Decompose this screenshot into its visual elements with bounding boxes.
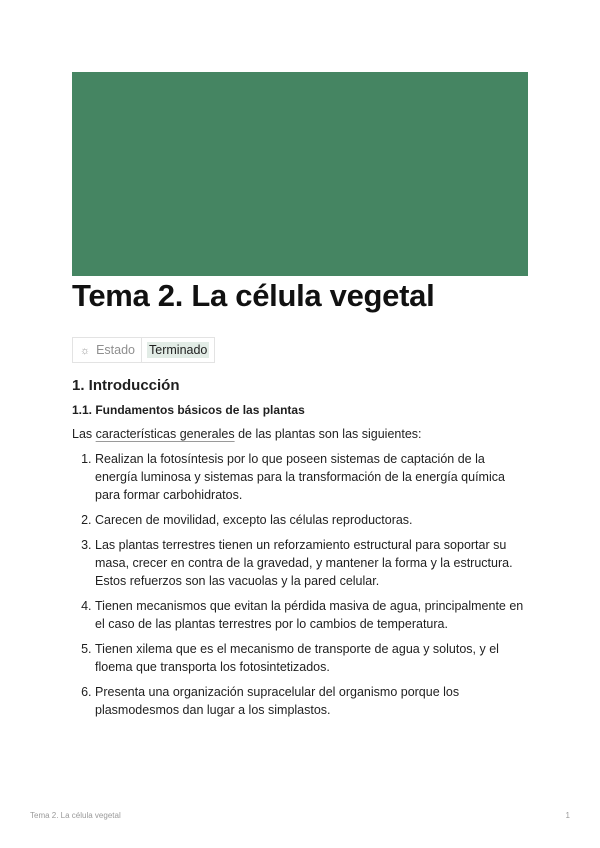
subsection-heading: 1.1. Fundamentos básicos de las plantas bbox=[72, 403, 305, 417]
status-property-key bbox=[73, 338, 141, 362]
intro-link[interactable]: características generales bbox=[95, 427, 235, 441]
footer-title: Tema 2. La célula vegetal bbox=[30, 811, 121, 820]
characteristics-list bbox=[72, 450, 528, 726]
list-item: 1. Realizan la fotosíntesis por lo que poseen sistemas de captación de la energía luminosa y sistemas para la transformación de la energía química para formar carbohidratos. bbox=[95, 450, 528, 504]
status-property-label: Estado bbox=[96, 343, 136, 357]
intro-text-after: de las plantas son las siguientes: bbox=[234, 427, 422, 441]
page-title: Tema 2. La célula vegetal bbox=[72, 278, 435, 313]
list-item: 5. Tienen xilema que es el mecanismo de transporte de agua y solutos, y el floema que transporta los fotosintetizados. bbox=[95, 640, 528, 676]
section-heading: 1. Introducción bbox=[72, 377, 180, 394]
status-badge: Terminado bbox=[149, 343, 208, 357]
list-item: 6. Presenta una organización supracelular del organismo porque los plasmodesmos dan lugar a los simplastos. bbox=[95, 683, 528, 719]
status-property[interactable] bbox=[72, 337, 215, 363]
list-item: 2. Carecen de movilidad, excepto las células reproductoras. bbox=[95, 511, 528, 529]
cover-image bbox=[72, 72, 528, 276]
list-item: 3. Las plantas terrestres tienen un reforzamiento estructural para soportar su masa, crecer en contra de la gravedad, y mantener la forma y la estructura. Estos refuerzos son las vacuolas y la pared celular. bbox=[95, 536, 528, 590]
intro-text-before: Las bbox=[72, 427, 96, 441]
intro-paragraph bbox=[72, 426, 422, 443]
list-item: 4. Tienen mecanismos que evitan la pérdida masiva de agua, principalmente en el caso de las plantas terrestres por lo cambios de temperatura. bbox=[95, 597, 528, 633]
status-property-value[interactable] bbox=[141, 338, 214, 362]
gear-icon: ☼ bbox=[80, 345, 91, 357]
page-number: 1 bbox=[565, 811, 570, 820]
